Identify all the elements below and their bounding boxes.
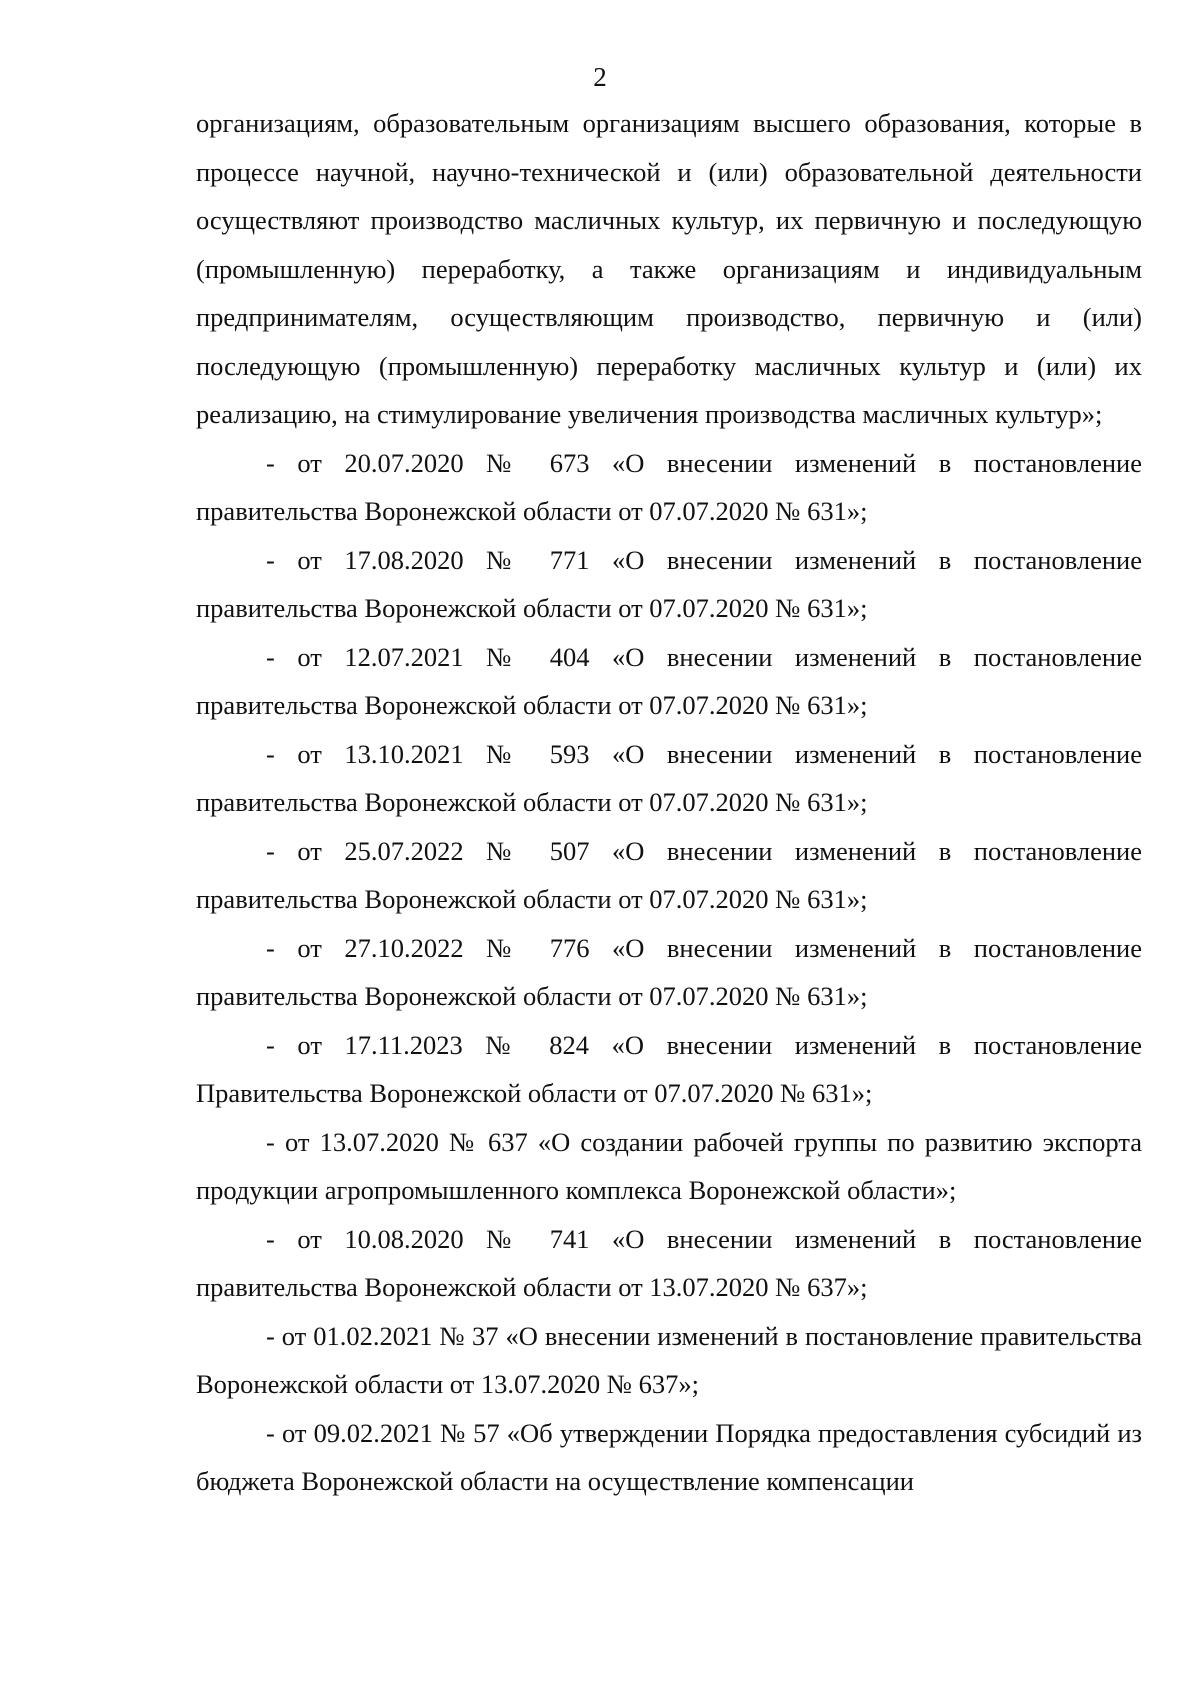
list-item: - от 01.02.2021 № 37 «О внесении изменений в постановление правительства Воронежской области от 13.07.2020 № 637»; xyxy=(196,1320,1142,1399)
list-item: - от 12.07.2021 № 404 «О внесении изменений в постановление правительства Воронежской области от 07.07.2020 № 631»; xyxy=(196,641,1142,720)
list-item: - от 10.08.2020 № 741 «О внесении изменений в постановление правительства Воронежской области от 13.07.2020 № 637»; xyxy=(196,1223,1142,1302)
list-item: - от 17.08.2020 № 771 «О внесении изменений в постановление правительства Воронежской области от 07.07.2020 № 631»; xyxy=(196,544,1142,623)
list-item: - от 20.07.2020 № 673 «О внесении изменений в постановление правительства Воронежской области от 07.07.2020 № 631»; xyxy=(196,447,1142,526)
list-item: - от 13.10.2021 № 593 «О внесении изменений в постановление правительства Воронежской области от 07.07.2020 № 631»; xyxy=(196,738,1142,817)
list-item: - от 27.10.2022 № 776 «О внесении изменений в постановление правительства Воронежской области от 07.07.2020 № 631»; xyxy=(196,932,1142,1011)
page-number: 2 xyxy=(593,62,607,92)
paragraph-continuation: организациям, образовательным организациям высшего образования, которые в процессе научной, научно-технической и (или) образовательной деятельности осуществляют производство масличных культур, их первичную и последующую (промышленную) переработку, а также организациям и индивидуальным предпринимателям, осуществляющим производство, первичную и (или) последующую (промышленную) переработку масличных культур и (или) их реализацию, на стимулирование увеличения производства масличных культур»; xyxy=(196,108,1142,429)
list-item: - от 17.11.2023 № 824 «О внесении изменений в постановление Правительства Воронежской области от 07.07.2020 № 631»; xyxy=(196,1029,1142,1108)
document-body xyxy=(196,99,1142,1506)
list-item: - от 13.07.2020 № 637 «О создании рабочей группы по развитию экспорта продукции агропромышленного комплекса Воронежской области»; xyxy=(196,1126,1142,1205)
list-item: - от 09.02.2021 № 57 «Об утверждении Порядка предоставления субсидий из бюджета Воронежской области на осуществление компенсации xyxy=(196,1417,1142,1496)
list-item: - от 25.07.2022 № 507 «О внесении изменений в постановление правительства Воронежской области от 07.07.2020 № 631»; xyxy=(196,835,1142,914)
